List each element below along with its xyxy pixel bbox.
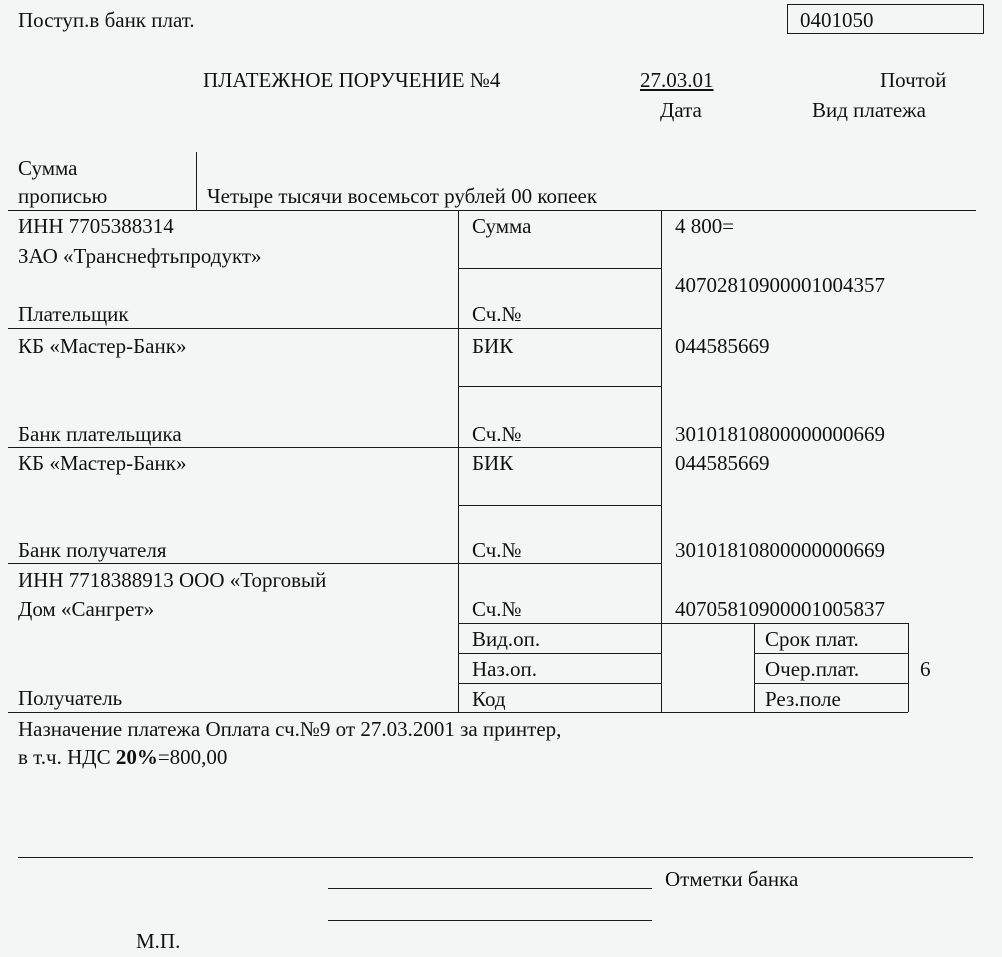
amount-words-label-2: прописью — [18, 184, 108, 208]
grid-line — [458, 505, 661, 506]
grid-line — [458, 683, 661, 684]
recipient-bank-bik-label: БИК — [472, 451, 514, 475]
date-label: Дата — [660, 98, 702, 122]
payer-bank-account-label: Сч.№ — [472, 422, 522, 446]
amount-words-label-1: Сумма — [18, 156, 78, 180]
payment-purpose-line-1: Назначение платежа Оплата сч.№9 от 27.03.2001 за принтер, — [18, 717, 562, 741]
kod-label: Код — [472, 687, 506, 711]
grid-line — [8, 210, 976, 211]
grid-line — [754, 653, 908, 654]
recipient-line-1: ИНН 7718388913 ООО «Торговый — [18, 568, 327, 592]
recipient-bank-name: КБ «Мастер-Банк» — [18, 451, 187, 475]
recipient-label: Получатель — [18, 686, 123, 710]
vat-prefix: в т.ч. НДС — [18, 745, 111, 769]
srok-plat-label: Срок плат. — [765, 627, 859, 651]
rez-pole-label: Рез.поле — [765, 687, 841, 711]
recipient-bank-account-label: Сч.№ — [472, 538, 522, 562]
grid-line — [754, 623, 755, 712]
grid-line — [458, 653, 661, 654]
payer-label: Плательщик — [18, 302, 129, 326]
grid-line — [458, 210, 459, 712]
grid-line — [8, 328, 661, 329]
recipient-account-label: Сч.№ — [472, 597, 522, 621]
recipient-bank-label: Банк получателя — [18, 538, 167, 562]
grid-line — [908, 623, 909, 712]
grid-line — [458, 268, 661, 269]
grid-line — [8, 712, 908, 713]
recipient-bank-account-value: 30101810800000000669 — [675, 538, 885, 562]
payer-bank-name: КБ «Мастер-Банк» — [18, 334, 187, 358]
document-title: ПЛАТЕЖНОЕ ПОРУЧЕНИЕ №4 — [203, 68, 501, 92]
payer-account-value: 40702810900001004357 — [675, 273, 885, 297]
payer-bank-bik-label: БИК — [472, 334, 514, 358]
grid-line — [458, 623, 908, 624]
recipient-line-2: Дом «Сангрет» — [18, 597, 155, 621]
recipient-account-value: 40705810900001005837 — [675, 597, 885, 621]
vid-op-label: Вид.оп. — [472, 627, 541, 651]
payer-bank-account-value: 30101810800000000669 — [675, 422, 885, 446]
grid-line — [458, 386, 661, 387]
footer-divider — [18, 857, 973, 858]
payment-method-label: Вид платежа — [812, 98, 927, 122]
receipt-date-label: Поступ.в банк плат. — [18, 8, 195, 32]
amount-words-divider — [196, 152, 197, 210]
signature-line-2 — [328, 920, 652, 921]
payer-account-label: Сч.№ — [472, 302, 522, 326]
naz-op-label: Наз.оп. — [472, 657, 538, 681]
payment-purpose-line-2 — [18, 745, 227, 769]
signature-line-1 — [328, 888, 652, 889]
payer-inn: ИНН 7705388314 — [18, 214, 174, 238]
ocher-plat-value: 6 — [920, 657, 931, 681]
payer-bank-label: Банк плательщика — [18, 422, 182, 446]
amount-in-words: Четыре тысячи восемьсот рублей 00 копеек — [207, 184, 598, 208]
payment-method-value: Почтой — [880, 68, 947, 92]
vat-amount: =800,00 — [157, 745, 228, 769]
sum-value: 4 800= — [675, 214, 735, 238]
stamp-label: М.П. — [136, 929, 181, 953]
form-code: 0401050 — [800, 8, 874, 32]
sum-label: Сумма — [472, 214, 532, 238]
payer-name: ЗАО «Транснефтьпродукт» — [18, 244, 262, 268]
grid-line — [8, 447, 661, 448]
vat-rate: 20% — [115, 745, 158, 769]
grid-line — [754, 683, 908, 684]
ocher-plat-label: Очер.плат. — [765, 657, 860, 681]
recipient-bank-bik-value: 044585669 — [675, 451, 770, 475]
bank-marks-label: Отметки банка — [665, 867, 799, 891]
document-date: 27.03.01 — [640, 68, 714, 92]
payer-bank-bik-value: 044585669 — [675, 334, 770, 358]
grid-line — [661, 210, 662, 712]
grid-line — [8, 563, 661, 564]
